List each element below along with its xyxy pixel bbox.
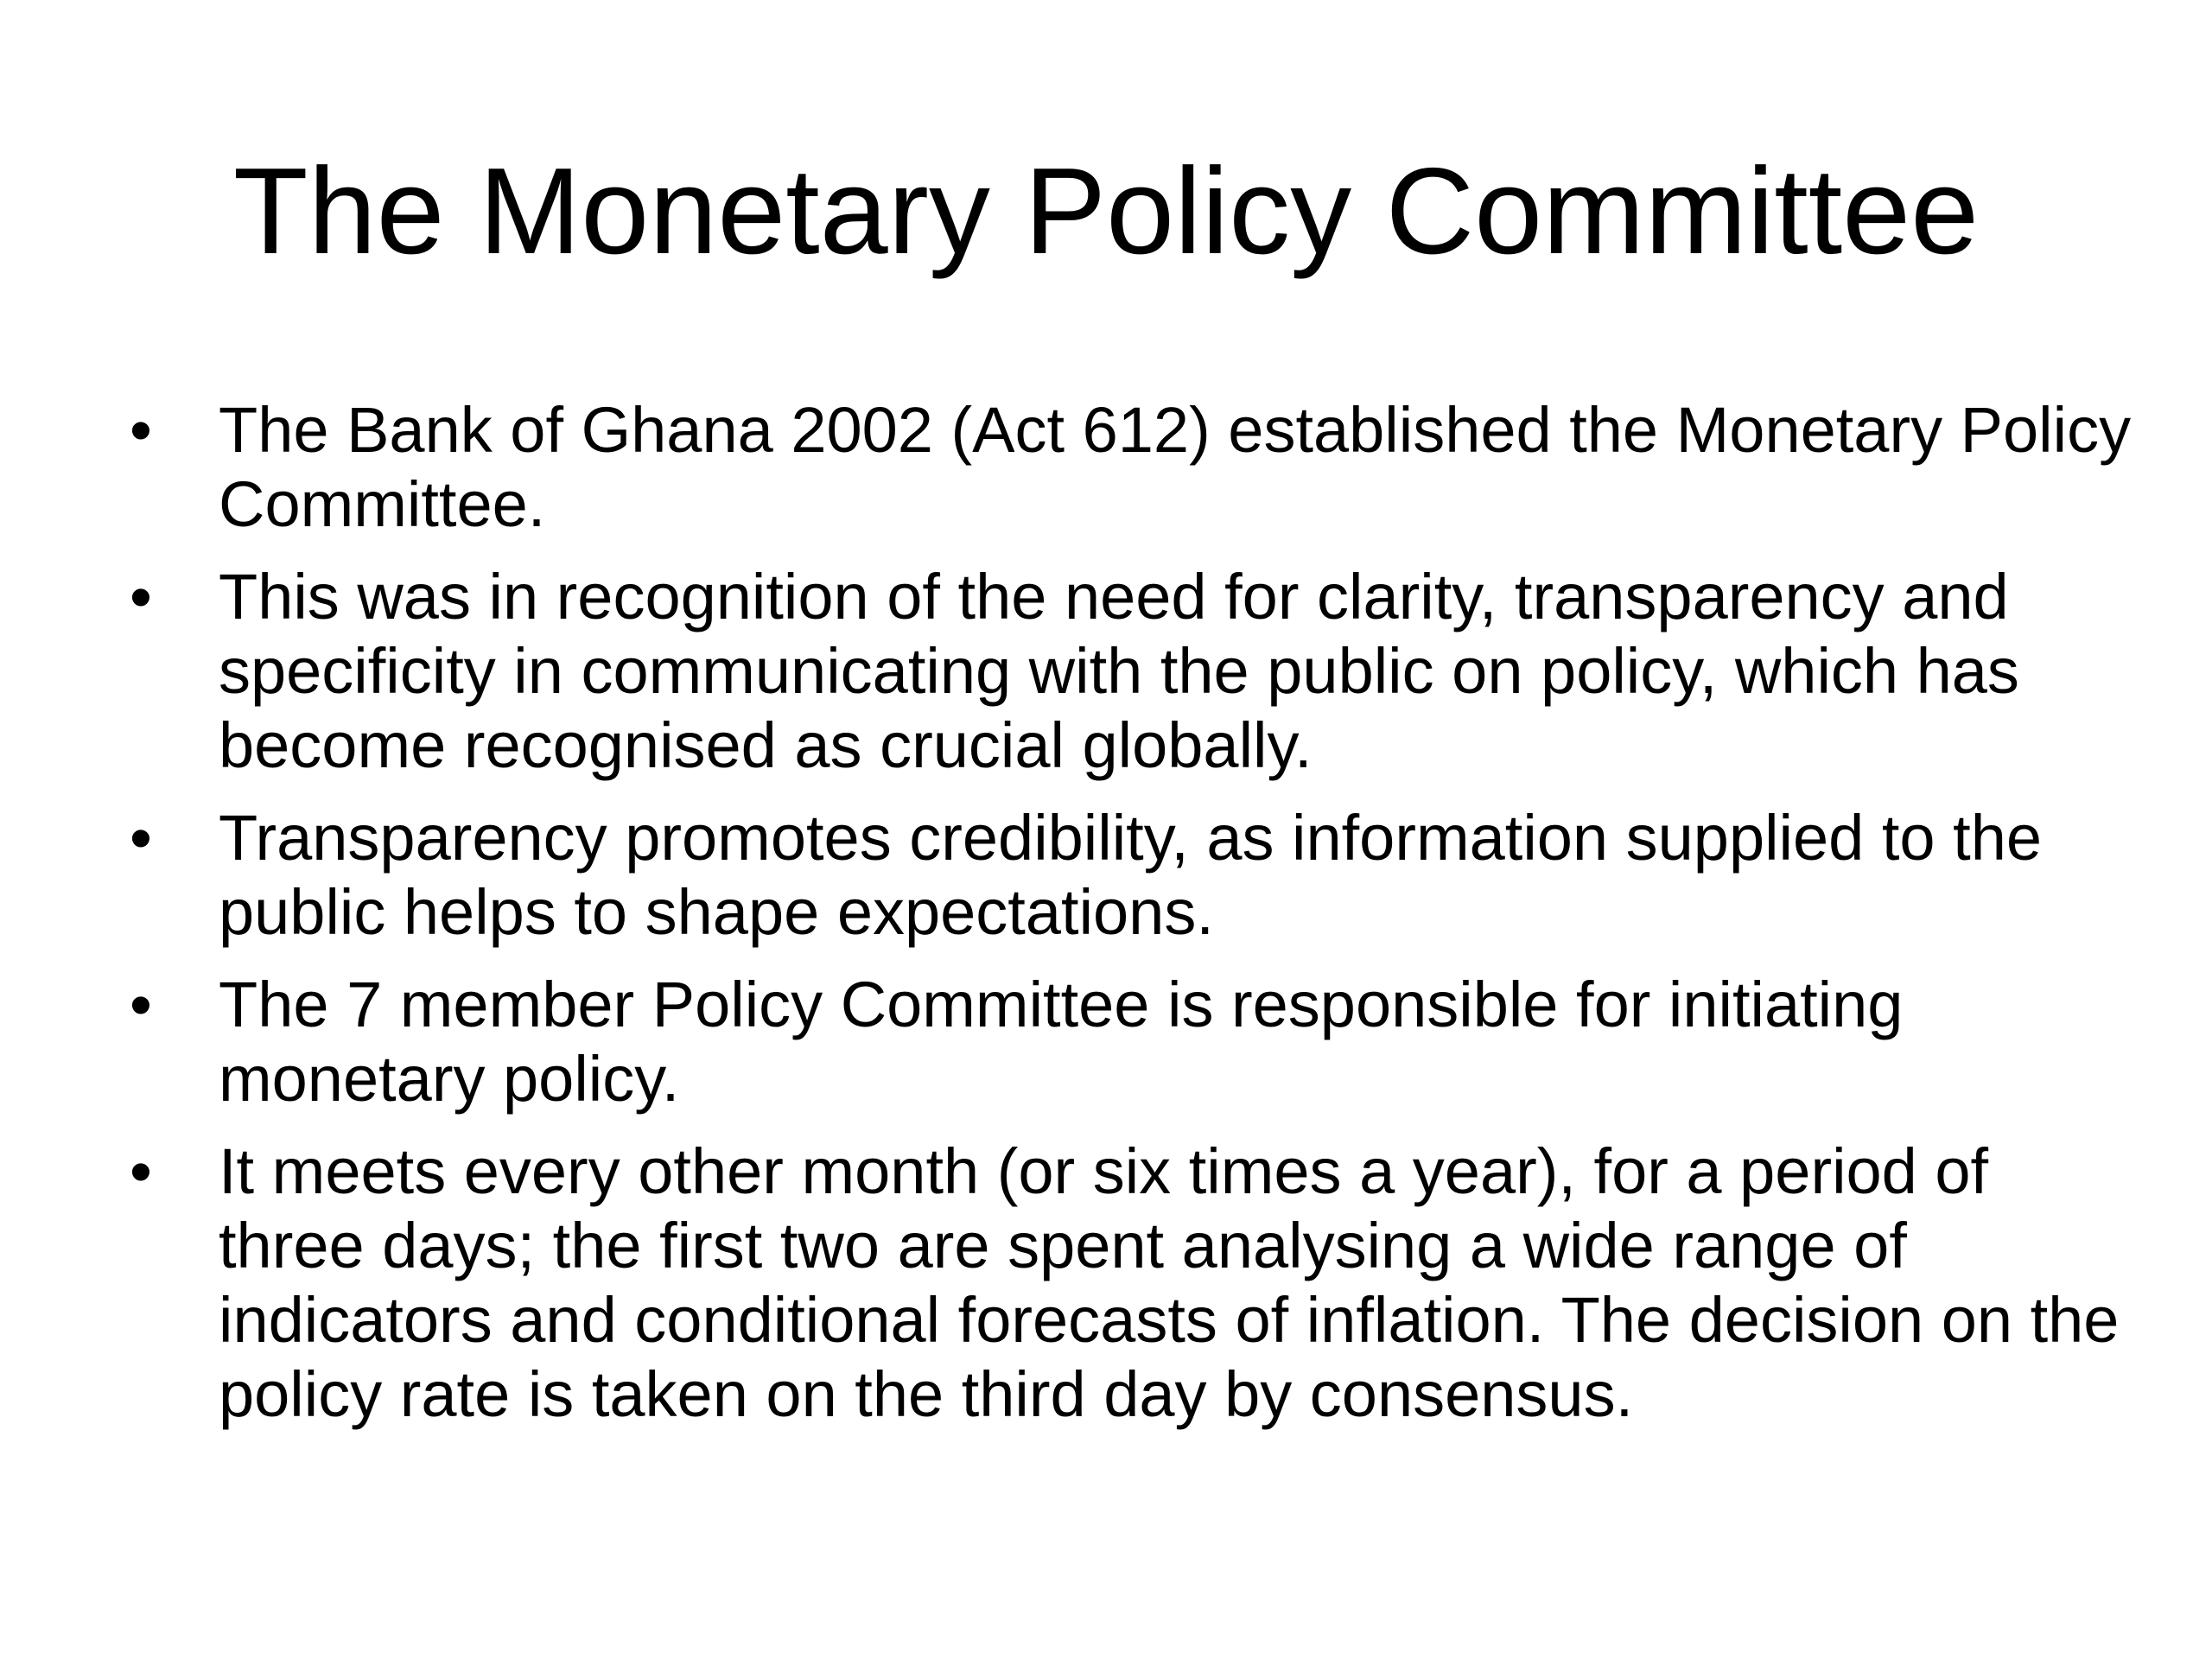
bullet-text: Transparency promotes credibility, as information supplied to the public helps to shape expectations. [219,802,2043,948]
bullet-item [130,968,2143,1116]
bullet-marker: • [130,394,152,466]
bullet-text: It meets every other month (or six times a year), for a period of three days; the first two are spent analysing a wide range of indicators and conditional forecasts of inflation. The decision on the policy rate is taken on the third day by consensus. [219,1135,2120,1430]
bullet-marker: • [130,561,152,632]
bullet-marker: • [130,1135,152,1207]
bullet-text: This was in recognition of the need for clarity, transparency and specificity in communicating with the public on policy, which has become recognised as crucial globally. [219,561,2019,781]
bullet-item [130,393,2143,542]
bullet-list [130,393,2143,1450]
bullet-text: The 7 member Policy Committee is responsible for initiating monetary policy. [219,969,1904,1115]
bullet-text: The Bank of Ghana 2002 (Act 612) established the Monetary Policy Committee. [219,394,2132,540]
slide-title: The Monetary Policy Committee [232,143,1980,280]
bullet-marker: • [130,802,152,874]
bullet-marker: • [130,969,152,1040]
bullet-item [130,801,2143,950]
bullet-item [130,1135,2143,1432]
bullet-item [130,560,2143,783]
